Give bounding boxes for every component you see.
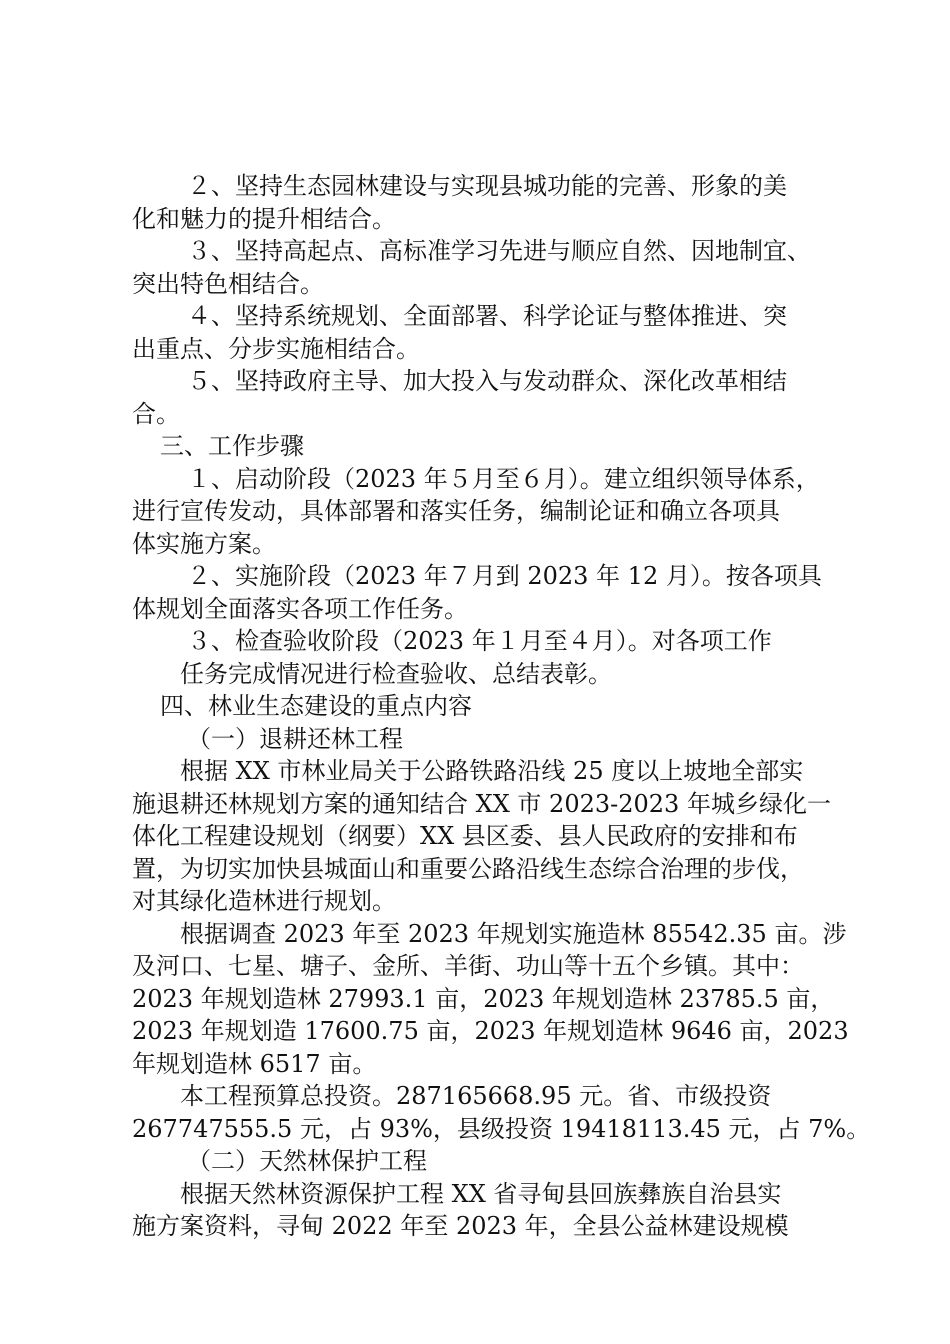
text-line: ３、坚持高起点、高标准学习先进与顺应自然、因地制宜、 (187, 237, 811, 265)
text-line: ２、坚持生态园林建设与实现县城功能的完善、形象的美 (187, 172, 787, 200)
text-line: ４、坚持系统规划、全面部署、科学论证与整体推进、突 (187, 302, 787, 330)
text-line: 突出特色相结合。 (132, 269, 324, 298)
text-line: 根据 XX 市林业局关于公路铁路沿线 25 度以上坡地全部实 (180, 757, 804, 785)
text-line: 2023 年规划造 17600.75 亩，2023 年规划造林 9646 亩，2023 (132, 1017, 849, 1045)
text-line: 施方案资料，寻甸 2022 年至 2023 年，全县公益林建设规模 (132, 1212, 789, 1240)
text-line: 任务完成情况进行检查验收、总结表彰。 (180, 659, 612, 688)
text-line: 267747555.5 元，占 93%，县级投资 19418113.45 元，占 7%。 (132, 1114, 871, 1143)
text-line: ５、坚持政府主导、加大投入与发动群众、深化改革相结 (187, 367, 787, 395)
document-body (132, 170, 871, 1243)
text-line: 化和魅力的提升相结合。 (132, 204, 396, 233)
text-line: 体化工程建设规划（纲要）XX 县区委、县人民政府的安排和布 (132, 822, 798, 850)
text-line: 2023 年规划造林 27993.1 亩，2023 年规划造林 23785.5 亩， (132, 984, 835, 1013)
text-line: 进行宣传发动，具体部署和落实任务，编制论证和确立各项具 (132, 497, 780, 525)
text-line: 根据调查 2023 年至 2023 年规划实施造林 85542.35 亩。涉 (180, 919, 847, 948)
text-line: 合。 (132, 399, 180, 428)
text-line: １、启动阶段（2023 年５月至６月）。建立组织领导体系， (187, 464, 820, 493)
text-line: 对其绿化造林进行规划。 (132, 887, 396, 915)
text-line: 及河口、七星、塘子、金所、羊街、功山等十五个乡镇。其中： (132, 952, 804, 980)
text-line: 本工程预算总投资。287165668.95 元。省、市级投资 (180, 1082, 772, 1110)
text-line: 施退耕还林规划方案的通知结合 XX 市 2023-2023 年城乡绿化一 (132, 789, 831, 818)
text-line: 置，为切实加快县城面山和重要公路沿线生态综合治理的步伐， (132, 854, 804, 883)
subsection-heading: （一）退耕还林工程 (187, 724, 403, 753)
text-line: ２、实施阶段（2023 年７月到 2023 年 12 月）。按各项具 (187, 562, 822, 590)
text-line: ３、检查验收阶段（2023 年１月至４月）。对各项工作 (187, 627, 772, 655)
text-line: 根据天然林资源保护工程 XX 省寻甸县回族彝族自治县实 (180, 1179, 782, 1208)
text-line: 年规划造林 6517 亩。 (132, 1049, 377, 1078)
text-line: 体实施方案。 (132, 529, 276, 558)
section-heading: 三、工作步骤 (160, 432, 304, 460)
text-line: 出重点、分步实施相结合。 (132, 334, 420, 363)
subsection-heading: （二）天然林保护工程 (187, 1147, 427, 1175)
section-heading: 四、林业生态建设的重点内容 (160, 692, 472, 720)
text-line: 体规划全面落实各项工作任务。 (132, 594, 468, 623)
